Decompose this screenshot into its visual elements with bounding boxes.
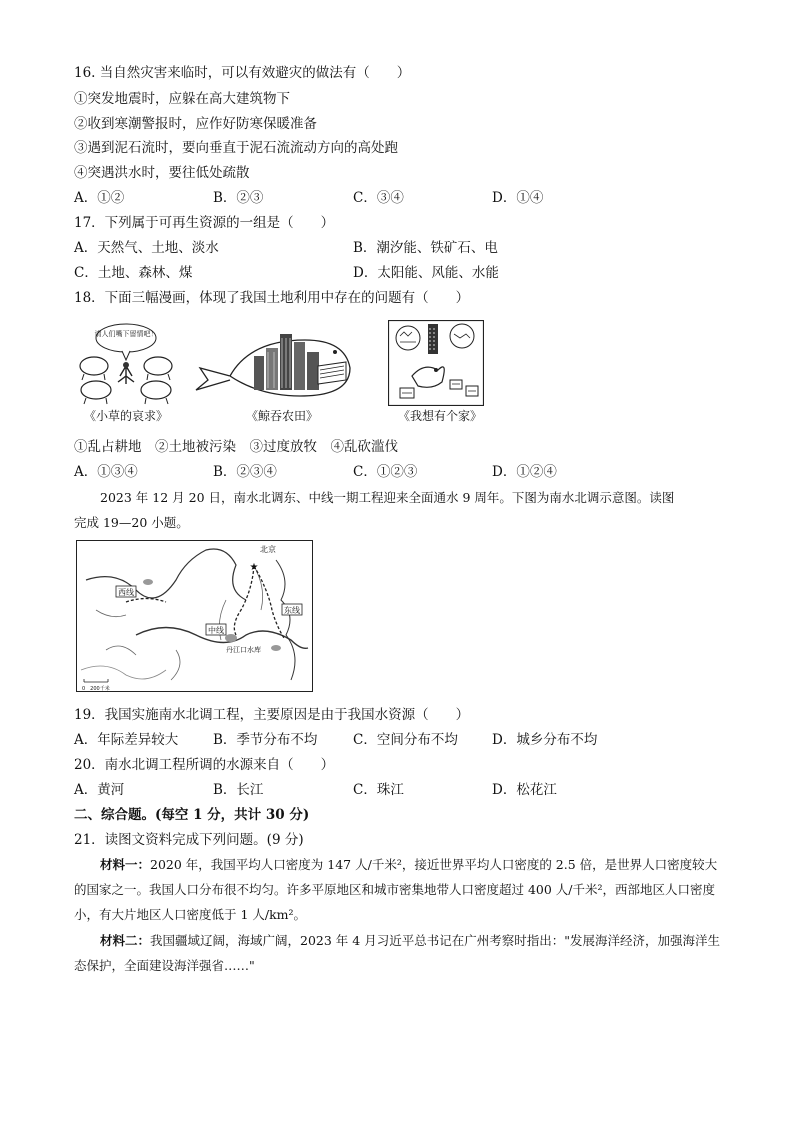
cartoon-bubble-text-1: 请人们嘴下留情吧！ [94,330,158,338]
map-label-east: 东线 [284,606,300,615]
q20-option-a: A．黄河 [74,782,125,798]
q19-stem: 19．我国实施南水北调工程，主要原因是由于我国水资源（ ） [74,707,470,723]
q21-material-1-text: 2020 年，我国平均人口密度为 147 人/千米²，接近世界平均人口密度的 2.5 倍，是世界人口密度较大的国家之一。我国人口分布很不均匀。许多平原地区和城市密集地带人口密度超过 400 人/千米²，西部地区人口密度小，有大片地区人口密度低于 1 人/km²。 [74,857,718,922]
q19-option-b: B．季节分布不均 [213,732,318,748]
q21-material-1-label: 材料一： [100,857,151,872]
map-scale: 0 200千米 [82,686,110,692]
q19-option-d: D．城乡分布不均 [492,732,598,748]
map-label-beijing: 北京 [260,545,276,554]
cartoon-caption-1: 《小草的哀求》 [84,409,169,423]
q17-option-a: A．天然气、土地、淡水 [74,240,219,256]
q17-stem: 17．下列属于可再生资源的一组是（ ） [74,215,335,231]
south-north-water-map [76,540,313,692]
q16-stem: 16. 当自然灾害来临时，可以有效避灾的做法有（ ） [74,65,411,81]
q20-option-b: B．长江 [213,782,264,798]
q20-option-d: D．松花江 [492,782,557,798]
q16-option-c: C．③④ [353,190,404,206]
q18-option-b: B．②③④ [213,464,277,480]
q21-material-2-text: 我国疆域辽阔，海域广阔，2023 年 4 月习近平总书记在广州考察时指出："发展海洋经济，加强海洋生态保护，全面建设海洋强省……" [74,933,720,973]
svg-text:★: ★ [249,562,259,573]
cartoon-whale [190,318,360,406]
q21-stem: 21．读图文资料完成下列问题。(9 分) [74,832,304,848]
q18-stem: 18．下面三幅漫画，体现了我国土地利用中存在的问题有（ ） [74,290,470,306]
q16-item-2: ②收到寒潮警报时，应作好防寒保暖准备 [74,116,317,132]
q17-option-d: D．太阳能、风能、水能 [353,265,499,281]
q21-material-2-label: 材料二： [100,933,151,948]
map-label-reservoir: 丹江口水库 [226,646,261,654]
cartoon-caption-3: 《我想有个家》 [398,409,483,423]
q16-option-a: A．①② [74,190,125,206]
intro-line-2: 完成 19—20 小题。 [74,515,189,530]
q21-material-2 [74,928,724,978]
q19-option-c: C．空间分布不均 [353,732,458,748]
q16-item-4: ④突遇洪水时，要往低处疏散 [74,165,250,181]
q19-option-a: A．年际差异较大 [74,732,179,748]
q18-option-d: D．①②④ [492,464,557,480]
q18-items: ①乱占耕地 ②土地被污染 ③过度放牧 ④乱砍滥伐 [74,439,398,455]
q16-item-3: ③遇到泥石流时，要向垂直于泥石流流动方向的高处跑 [74,140,398,156]
map-label-west: 西线 [118,588,134,597]
section-2-heading: 二、综合题。(每空 1 分，共计 30 分) [74,807,310,823]
q16-option-d: D．①④ [492,190,544,206]
q18-option-c: C．①②③ [353,464,418,480]
q18-option-a: A．①③④ [74,464,138,480]
cartoon-caption-2: 《鲸吞农田》 [246,409,319,423]
q17-option-c: C．土地、森林、煤 [74,265,193,281]
map-label-middle: 中线 [208,626,224,635]
q20-option-c: C．珠江 [353,782,404,798]
q16-option-b: B．②③ [213,190,264,206]
cartoon-little-grass [74,318,184,406]
q20-stem: 20．南水北调工程所调的水源来自（ ） [74,757,335,773]
q17-option-b: B．潮汐能、铁矿石、电 [353,240,498,256]
q21-material-1 [74,852,724,927]
intro-line-1: 2023 年 12 月 20 日，南水北调东、中线一期工程迎来全面通水 9 周年。下图为南水北调示意图。读图 [100,490,675,505]
q16-item-1: ①突发地震时，应躲在高大建筑物下 [74,91,290,107]
cartoon-want-home [388,320,484,406]
